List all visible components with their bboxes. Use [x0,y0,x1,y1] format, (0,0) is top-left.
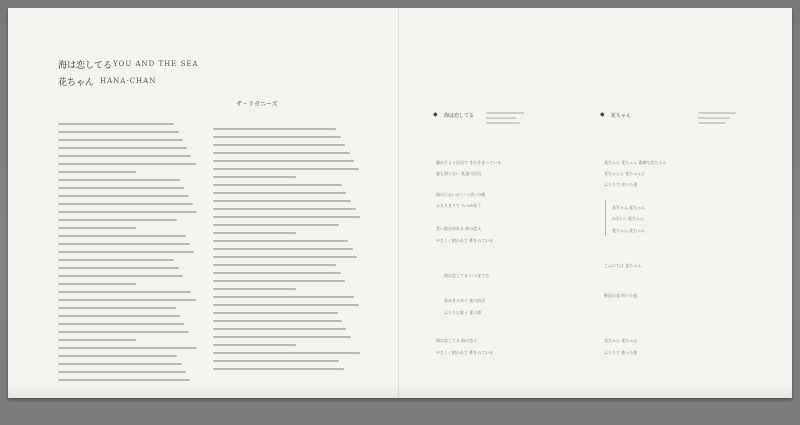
text-line [58,307,176,309]
center-fold [398,8,400,398]
song2-credits [698,112,738,124]
text-line [213,152,350,154]
text-line [213,216,360,218]
text-line [213,288,296,290]
text-line [58,355,177,357]
text-line [58,171,136,173]
text-line [213,256,357,258]
text-line [213,176,296,178]
text-line [213,248,353,250]
text-line [213,344,296,346]
text-line [58,275,183,277]
lyric-line: 花ちゃん 花ちゃん 素敵な花ちゃん [604,160,667,165]
text-line [58,243,190,245]
lyric-line: やさしく抱かれて 夢をみている [436,350,494,355]
text-line [58,203,193,205]
text-line [58,363,182,365]
lyric-line: 海のにおいが いっぱいの朝 [436,192,486,197]
text-line [58,219,177,221]
lyric-line: ふたりは歌う 愛の歌 [444,310,482,315]
liner-notes-column-2 [213,128,368,376]
lyric-line: ふたりで 歩いた道 [604,182,638,187]
lyric-line: やさしく抱かれて 夢をみている [436,238,494,243]
lyric-sheet [8,8,792,398]
lyric-line: 花ちゃん 花ちゃん [604,338,638,343]
text-line [58,251,194,253]
text-line [213,280,345,282]
lyric-line: 誰も知らない 私達の浜辺 [436,171,482,176]
lyric-line: 花ちゃん 花ちゃん [612,228,646,233]
text-line [213,160,354,162]
text-line [58,259,174,261]
lyric-line: 花ちゃんと 花ちゃんと [604,171,646,176]
text-line [58,315,180,317]
text-line [213,352,360,354]
text-line [213,368,344,370]
lyric-bracket [605,200,606,236]
text-line [213,184,342,186]
text-line [213,312,338,314]
text-line [58,187,184,189]
lyric-line: 風がそよぐ浜辺で きみをまっている [436,160,502,165]
text-line [58,299,196,301]
text-line [58,331,189,333]
text-line [58,195,189,197]
text-line [213,136,341,138]
song2-mark-icon: ◆ [600,111,605,118]
text-line [58,347,197,349]
text-line [58,291,191,293]
text-line [58,283,136,285]
lyric-line: こんにちは 花ちゃん [604,263,642,268]
text-line [58,211,197,213]
text-line [58,147,187,149]
lyric-line: 野原の花 咲いた花 [604,293,638,298]
song2-title: 花ちゃん [58,78,95,88]
text-line [213,168,359,170]
text-line [213,232,296,234]
text-line [213,336,351,338]
text-line [58,163,196,165]
song1-mark-icon: ◆ [433,111,438,118]
text-line [58,235,186,237]
text-line [58,371,186,373]
text-line [213,128,336,130]
text-line [213,144,345,146]
lyric-line: 青い波がゆれる 海の恋人 [436,226,482,231]
song1-header: 海は恋してる [444,113,475,119]
text-line [213,200,351,202]
song2-header: 花ちゃん [611,113,632,119]
text-line [213,208,356,210]
song1-title: 海は恋してる [58,61,113,71]
artist-name: ザ・リガニーズ [236,101,278,108]
text-line [58,123,174,125]
liner-notes-column-1 [58,123,203,387]
text-line [58,131,179,133]
text-line [213,240,348,242]
lyric-line: 花ちゃん 花ちゃん [612,205,646,210]
text-line [58,267,179,269]
lyric-line: 星がきらめく 夜の浜辺 [444,298,486,303]
text-line [213,320,342,322]
text-line [58,379,190,381]
lyric-line: ふたりで 歌った歌 [604,350,638,355]
song1-credits [486,112,526,124]
text-line [213,304,359,306]
lyric-line: 海は恋してる 海の恋人 [436,338,478,343]
text-line [213,272,341,274]
lyric-line: ふたりきりで みつめあう [436,203,482,208]
text-line [58,339,136,341]
text-line [213,192,346,194]
song2-title-en: HANA-CHAN [100,77,157,85]
song1-title-en: YOU AND THE SEA [113,60,199,68]
text-line [213,296,354,298]
text-line [58,227,136,229]
text-line [213,328,346,330]
text-line [58,179,180,181]
text-line [58,155,191,157]
text-line [213,264,336,266]
text-line [213,224,339,226]
text-line [58,139,183,141]
lyric-line: 海は恋してる いつまでも [444,273,490,278]
text-line [213,360,339,362]
lyric-line: かわいい花ちゃん [612,216,644,221]
text-line [58,323,184,325]
